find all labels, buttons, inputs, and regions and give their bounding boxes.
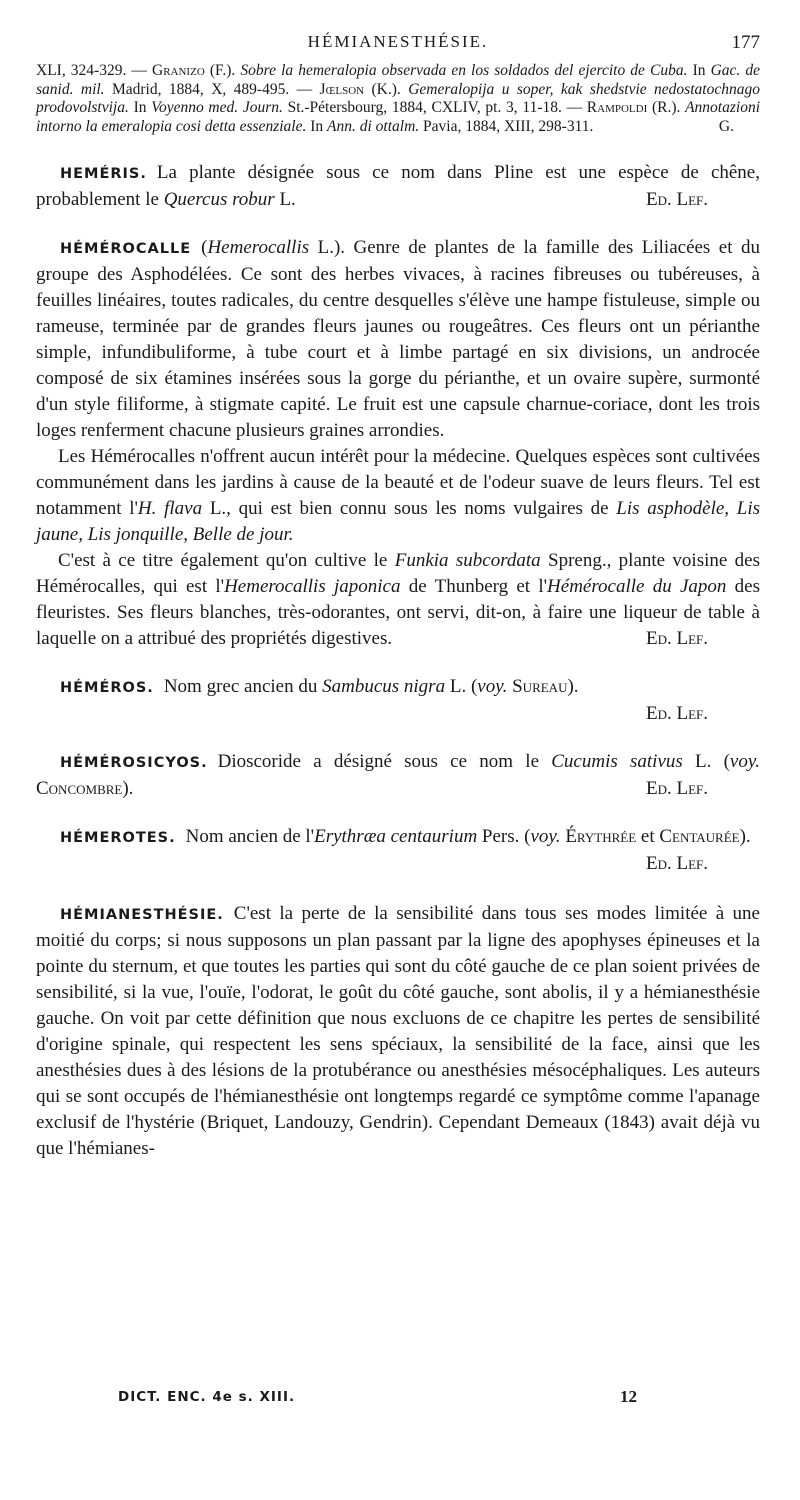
author-signature: Ed. Lef. bbox=[645, 853, 708, 874]
entry-text: Pers. ( bbox=[477, 826, 531, 847]
author-signature: G. bbox=[718, 117, 734, 135]
biblio-title: Annotazioni intorno la emeralopia cosi detta essenziale. bbox=[36, 99, 760, 135]
headword: HEMÉRIS. bbox=[60, 166, 147, 182]
entry-text: L.). Genre de plantes de la famille des Liliacées et du groupe des Asphodélées. Ce sont des herbes vivaces, à racines fibreuses ou tubéreuses, à feuilles linéaires, toutes radicales, du centre desquelles s'élève une hampe fistuleuse, simple ou rameuse, terminée par de grandes fleurs jaunes ou rougeâtres. Ces fleurs ont un périanthe simple, infundibuliforme, à tube court et à limbe partagé en six divisions, un androcée composé de six étamines insérées sous la gorge du périanthe, et un ovaire supère, surmonté d'un style filiforme, à stigmate capité. Le fruit est une capsule charnue-coriace, dont les trois loges renferment chacune plusieurs graines arrondies. bbox=[36, 237, 760, 441]
entry-italic: Cucumis sativus bbox=[551, 751, 683, 772]
page-footer bbox=[36, 1385, 760, 1415]
entry-text: de Thunberg et l' bbox=[400, 576, 548, 597]
biblio-author: Rampoldi bbox=[586, 99, 648, 116]
headword: HÉMÉROSICYOS. bbox=[60, 755, 208, 771]
entry-text: ). bbox=[122, 778, 134, 799]
biblio-text: XLI, 324-329. — bbox=[36, 62, 153, 79]
biblio-author: Jœlson bbox=[319, 80, 365, 98]
page bbox=[36, 28, 761, 1406]
entry-text: L., qui est bien connu sous les noms vulgaires de bbox=[202, 498, 617, 519]
author-signature: Ed. Lef. bbox=[645, 778, 708, 799]
biblio-text: In bbox=[128, 99, 152, 116]
entry-italic: Hemerocallis japonica bbox=[224, 576, 401, 597]
cross-reference: Concombre bbox=[36, 778, 123, 799]
entry-italic: Hémérocalle du Japon bbox=[547, 576, 727, 597]
entry-hemerosicyos bbox=[36, 749, 760, 802]
entry-text: C'est à ce titre également qu'on cultive le bbox=[58, 550, 395, 571]
biblio-text: (R.). bbox=[647, 99, 686, 116]
entry-italic: Funkia subcordata bbox=[394, 550, 541, 571]
biblio-journal: Ann. di ottalm. bbox=[327, 117, 420, 135]
entry-text: L. ( bbox=[682, 751, 730, 772]
entry-italic: Hemerocallis bbox=[207, 237, 310, 258]
biblio-text: (K.). bbox=[364, 80, 409, 98]
entry-text: La plante désignée sous ce nom dans Pline est une espèce de chêne, probablement le bbox=[36, 162, 760, 210]
entry-italic: voy. bbox=[530, 826, 561, 847]
biblio-text: In bbox=[306, 117, 328, 135]
entry-italic: H. flava bbox=[137, 498, 203, 519]
entry-text: Spreng., plante voisine des Hémérocalles, qui est l' bbox=[36, 550, 760, 597]
cross-reference: Sureau bbox=[507, 676, 568, 697]
biblio-text: Pavia, 1884, XIII, 298-311. bbox=[419, 117, 594, 135]
entry-italic: voy. bbox=[477, 676, 508, 697]
cross-reference: Érythrée bbox=[560, 826, 637, 847]
author-signature: Ed. Lef. bbox=[645, 189, 708, 210]
entry-text: Dioscoride a désigné sous ce nom le bbox=[217, 751, 552, 772]
running-header bbox=[36, 28, 760, 58]
bibliography-continuation bbox=[36, 62, 760, 136]
entry-text: Les Hémérocalles n'offrent aucun intérêt pour la médecine. Quelques espèces sont cultivées communément dans les jardins à cause de la beauté et de l'odeur suave de leurs fleurs. Tel est notamment l' bbox=[36, 446, 760, 519]
biblio-text: In bbox=[687, 62, 711, 79]
biblio-text: St.-Pétersbourg, 1884, CXLIV, pt. 3, 11-18. — bbox=[282, 99, 587, 116]
signature-line: DICT. ENC. 4e s. XIII. bbox=[118, 1389, 296, 1405]
biblio-text: Madrid, 1884, X, 489-495. — bbox=[104, 80, 320, 98]
entry-italic: Quercus robur bbox=[163, 189, 275, 210]
entry-hemerotes bbox=[36, 824, 760, 877]
sheet-number: 12 bbox=[620, 1387, 637, 1406]
biblio-title: Sobre la hemeralopia observada en los soldados del ejercito de Cuba. bbox=[240, 62, 688, 79]
running-title: HÉMIANESTHÉSIE. bbox=[307, 32, 489, 51]
entry-italic: Sambucus nigra bbox=[322, 676, 446, 697]
author-signature: Ed. Lef. bbox=[645, 628, 708, 649]
entry-text: et bbox=[636, 826, 660, 847]
entry-text: des fleuristes. Ses fleurs blanches, très-odorantes, ont servi, dit-on, à faire une liqueur de table à laquelle on a attribué des propriétés digestives. bbox=[36, 576, 761, 649]
entry-text: ). bbox=[567, 676, 579, 697]
entry-hemeros bbox=[36, 674, 760, 727]
page-number: 177 bbox=[731, 32, 760, 53]
entry-text: L. ( bbox=[445, 676, 478, 697]
headword: HÉMIANESTHÉSIE. bbox=[60, 907, 224, 923]
headword: HÉMEROTES. bbox=[60, 830, 176, 846]
entry-text: L. bbox=[274, 189, 296, 210]
headword: HÉMÉROCALLE bbox=[60, 241, 192, 257]
entry-italic: voy. bbox=[729, 751, 760, 772]
cross-reference: Centaurée bbox=[659, 826, 740, 847]
entry-hemeris bbox=[36, 160, 760, 213]
entry-text: ( bbox=[201, 237, 208, 258]
headword: HÉMÉROS. bbox=[60, 680, 154, 696]
entry-italic: Erythræa centaurium bbox=[314, 826, 478, 847]
biblio-author: Granizo bbox=[152, 62, 205, 79]
entry-text: C'est la perte de la sensibilité dans tous ses modes limitée à une moitié du corps; si nous supposons un plan passant par la ligne des apophyses épineuses et la pointe du sternum, et que toutes les parties qui sont du côté gauche de ce plan soient privées de sensibilité, si la vue, l'ouïe, l'odorat, le goût du côté gauche, sont abolis, il y a hémianesthésie gauche. On voit par cette définition que nous excluons de ce chapitre les pertes de sensibilité d'origine spinale, qui respectent les sens spéciaux, la sensibilité de la face, ainsi que les anesthésies dues à des lésions de la protubérance ou anesthésies mésocéphaliques. Les auteurs qui se sont occupés de l'hémianesthésie ont longtemps regardé ce symptôme comme l'apanage exclusif de l'hystérie (Briquet, Landouzy, Gendrin). Cependant Demeaux (1843) avait déjà vu que l'hémianes- bbox=[36, 903, 760, 1159]
biblio-title: Gemeralopija u soper, kak shedstvie nedostatochnago prodovolstvija. bbox=[36, 80, 760, 116]
biblio-journal: Gac. de sanid. mil. bbox=[36, 62, 761, 98]
entry-italic: Lis asphodèle, Lis jaune, Lis jonquille, Belle de jour. bbox=[36, 498, 760, 545]
entry-hemianesthesie bbox=[36, 901, 760, 1162]
entry-text: ). bbox=[739, 826, 751, 847]
entry-hemerocalle bbox=[36, 235, 760, 652]
entry-text: Nom ancien de l' bbox=[185, 826, 315, 847]
biblio-text: (F.). bbox=[204, 62, 241, 79]
entry-text: Nom grec ancien du bbox=[163, 676, 323, 697]
biblio-journal: Voyenno med. Journ. bbox=[151, 99, 283, 116]
author-signature: Ed. Lef. bbox=[645, 703, 708, 724]
